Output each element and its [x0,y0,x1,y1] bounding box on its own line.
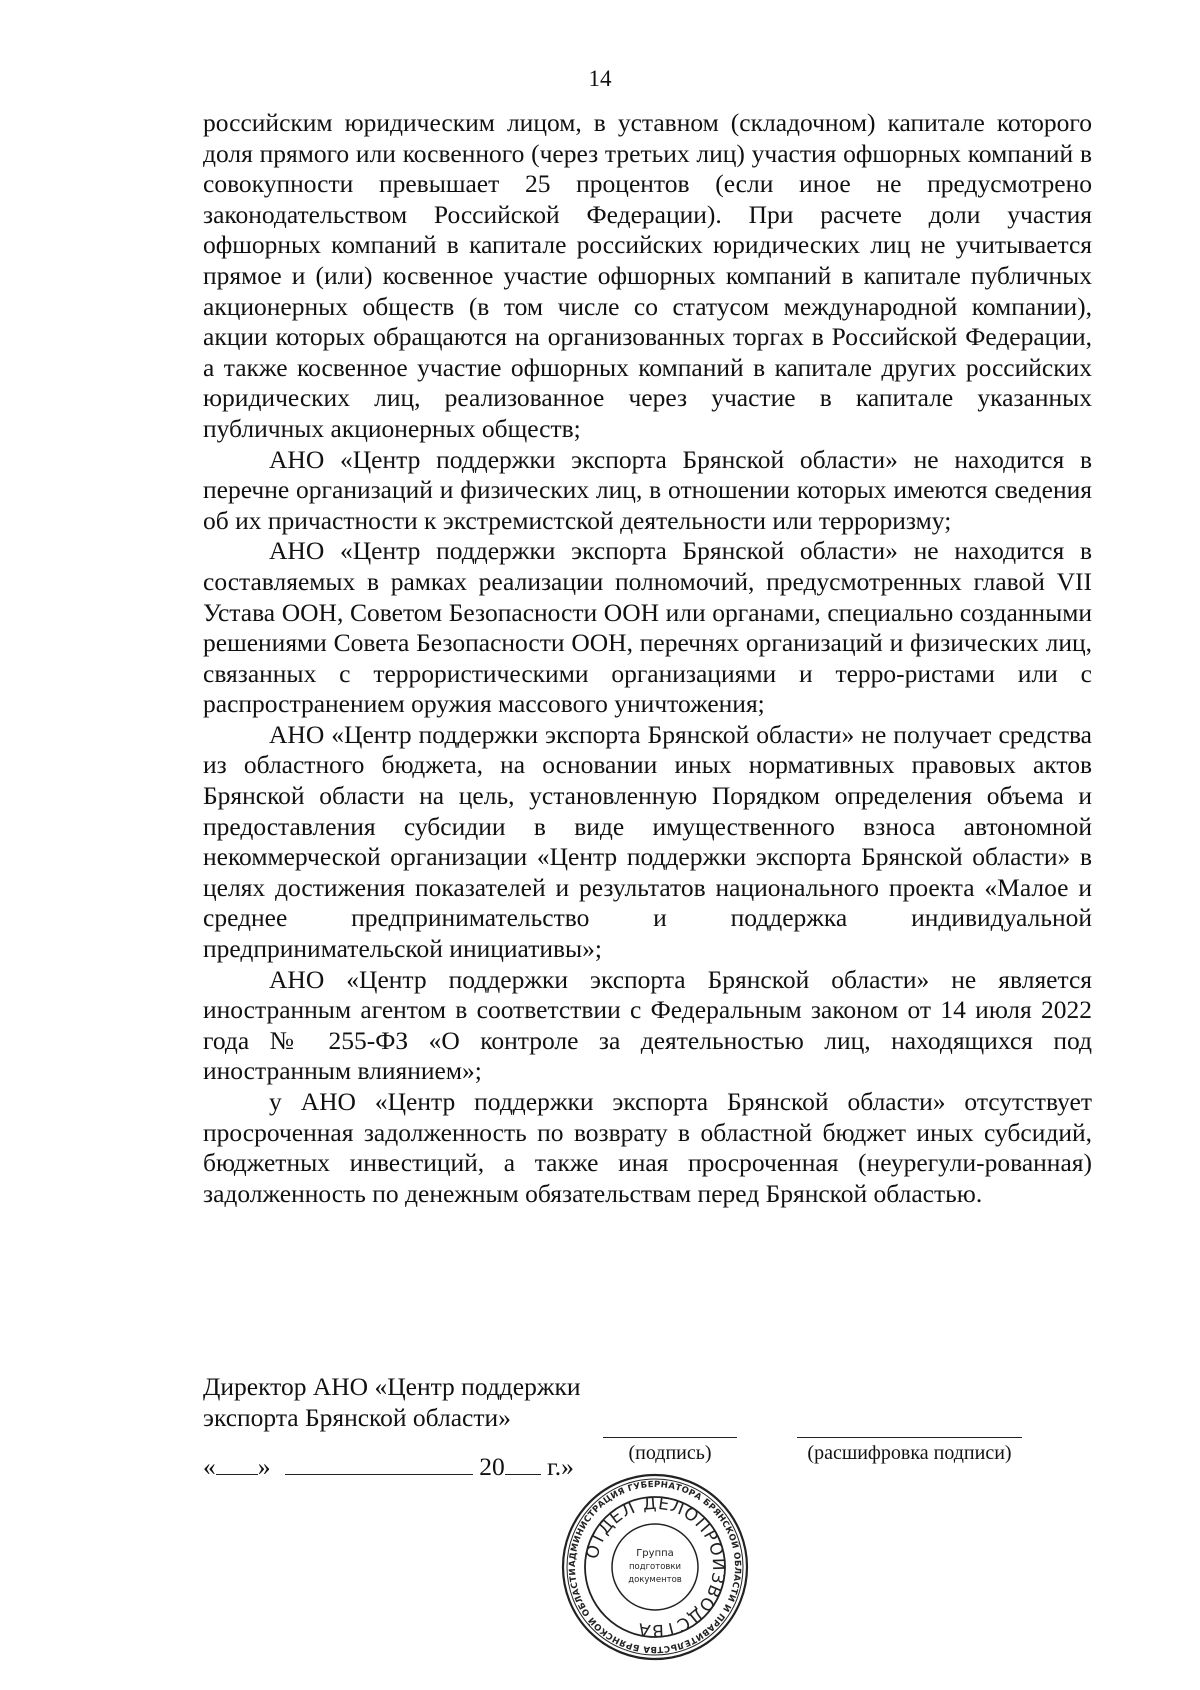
signature-decoding-caption: (расшифровка подписи) [807,1442,1012,1464]
stamp-center-line3: документов [628,1575,682,1585]
signature-decoding-line [797,1437,1022,1438]
official-stamp [560,1472,750,1662]
signatory-title-line1: Директор АНО «Центр поддержки [203,1372,581,1401]
stamp-center-line2: подготовки [628,1562,682,1572]
paragraph-3: АНО «Центр поддержки экспорта Брянской области» не находится в составляемых в рамках реализации полномочий, предусмотренных главой VII Устава ООН, Советом Безопасности ООН или органами, специально созданными решениями Совета Безопасности ООН, перечнях организаций и физических лиц, связанных с террористическими организациями и терро-ристами или с распространением оружия массового уничтожения; [203,536,1092,719]
signatory-title-line2: экспорта Брянской области» [203,1403,511,1432]
stamp-ring-text: ОТДЕЛ ДЕЛОПРОИЗВОДСТВА [582,1493,729,1641]
stamp-center-line1: Группа [636,1548,674,1559]
document-body [203,108,1092,1209]
date-month-blank [285,1473,473,1475]
signature-line [603,1437,737,1438]
date-year-prefix: 20 [479,1452,505,1481]
paragraph-2: АНО «Центр поддержки экспорта Брянской области» не находится в перечне организаций и физических лиц, в отношении которых имеются сведения об их причастности к экстремистской деятельности или терроризму; [203,444,1092,535]
date-year-blank [505,1473,541,1475]
date-day-blank [216,1473,258,1475]
date-quote-open: « [203,1452,216,1481]
page-number: 14 [588,66,612,91]
paragraph-6: у АНО «Центр поддержки экспорта Брянской области» отсутствует просроченная задолженность по возврату в областной бюджет иных субсидий, бюджетных инвестиций, а также иная просроченная (неурегули-рованная) задолженность по денежным обязательствам перед Брянской областью. [203,1087,1092,1208]
stamp-outer-text: АДМИНИСТРАЦИЯ ГУБЕРНАТОРА БРЯНСКОЙ ОБЛАСТИ И ПРАВИТЕЛЬСТВА БРЯНСКОЙ ОБЛАСТИ [567,1479,743,1655]
signature-caption: (подпись) [628,1442,712,1464]
paragraph-1: российским юридическим лицом, в уставном (складочном) капитале которого доля прямого или косвенного (через третьих лиц) участия офшорных компаний в совокупности превышает 25 процентов (если иное не предусмотрено законодательством Российской Федерации). При расчете доли участия офшорных компаний в капитале российских юридических лиц не учитывается прямое и (или) косвенное участие офшорных компаний в капитале публичных акционерных обществ (в том числе со статусом международной компании), акции которых обращаются на организованных торгах в Российской Федерации, а также косвенное участие офшорных компаний в капитале других российских юридических лиц, реализованное через участие в капитале указанных публичных акционерных обществ; [203,108,1092,443]
paragraph-5: АНО «Центр поддержки экспорта Брянской области» не является иностранным агентом в соответствии с Федеральным законом от 14 июля 2022 года № 255-ФЗ «О контроле за деятельностью лиц, находящихся под иностранным влиянием»; [203,964,1092,1086]
date-quote-close: » [257,1452,271,1481]
signatory-title [203,1371,581,1433]
stamp-seal [560,1472,750,1662]
date-suffix: г.» [547,1452,574,1481]
paragraph-4: АНО «Центр поддержки экспорта Брянской области» не получает средства из областного бюджета, на основании иных нормативных правовых актов Брянской области на цель, установленную Порядком определения объема и предоставления субсидии в виде имущественного взноса автономной некоммерческой организации «Центр поддержки экспорта Брянской области» в целях достижения показателей и результатов национального проекта «Малое и среднее предпринимательство и поддержка индивидуальной предпринимательской инициативы»; [203,719,1092,964]
date-line [203,1452,574,1482]
